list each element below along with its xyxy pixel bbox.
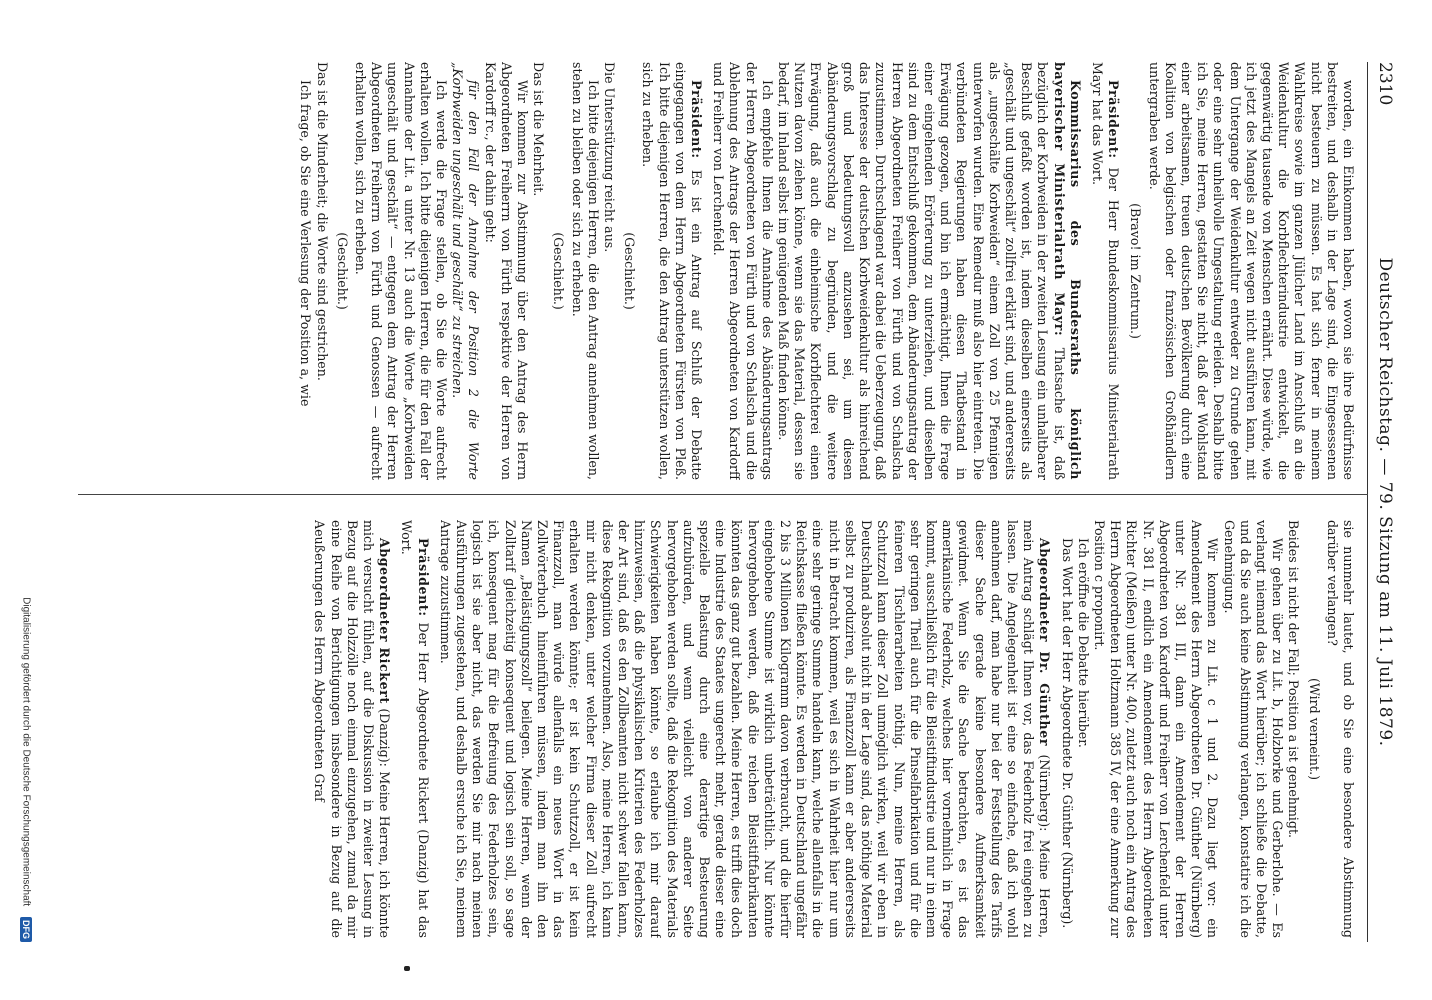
digitization-credit — [20, 62, 32, 942]
text-paragraph: Beides ist nicht der Fall; Position a ist genehmigt. — [1286, 520, 1302, 839]
speech-paragraph — [311, 520, 392, 938]
print-speck — [404, 966, 410, 971]
text-paragraph: Das Wort hat der Herr Abgeordnete Dr. Günther (Nürnberg). — [1059, 538, 1075, 929]
speech-paragraph — [639, 62, 704, 480]
speech-paragraph — [437, 520, 1053, 938]
text-paragraph: worden, ein Einkommen haben, wovon sie ihre Bedürfnisse bestreiten, und deshalb in der Lage sind, die Eingesessenen nicht besteuern zu müssen. Es hat sich ferner in meinem Wahlkreise sowie im ganzen Jülicher Land im Anschluß an die Weidenkultur die Korbflechterindustrie entwickelt, die gegenwärtig tausende von Menschen ernährt. Diese würde, wie ich jetzt des Mangels an Zeit wegen nicht ausführen kann, mit dem Untergange der Weidenkultur entweder zu Grunde gehen oder eine sehr unheilvolle Umgestaltung erleiden. Deshalb bitte ich Sie, meine Herren, gestatten Sie nicht, daß der Wohlstand einer arbeitsamen, treuen deutschen Bevölkerung durch eine Koalition von belgischen oder französischen Großhändlern untergraben werde. — [1146, 62, 1356, 480]
running-title: Deutscher Reichstag. — 79. Sitzung am 11. Juli 1879. — [1375, 257, 1395, 747]
speech-paragraph — [1089, 62, 1121, 480]
quoted-motion: für den Fall der Annahme der Position 2 die Worte „Korbweiden ungeschält und geschält“ zu streichen. — [450, 62, 482, 480]
text-paragraph: Das ist die Mehrheit. — [531, 62, 547, 197]
left-column — [86, 62, 1356, 480]
speaker-name: Abgeordneter Rickert — [377, 538, 393, 704]
text-paragraph: Wir kommen zu Lit. c 1 und 2. Dazu liegt vor: ein Amendement des Herrn Abgeordneten Dr. Günther (Nürnberg) unter Nr. 381 III, dann ein Amendement der Herren Abgeordneten von Kardorff und Freiherr von Lerchenfeld unter Nr. 381 II, endlich ein Amendement des Herrn Abgeordneten Richter (Meißen) unter Nr. 400, zuletzt auch noch ein Antrag des Herrn Abgeordneten Holtzmann 385 IV, der eine Anmerkung zur Position c proponirt. — [1091, 520, 1221, 938]
speech-text: (Danzig): Meine Herren, ich könnte mich versucht fühlen, auf die Diskussion in zweiter Lesung in Bezug auf die Holzzölle noch einmal einzugehen, zumal da mir eine Reihe von Berichtigungen insbesondere in Bezug auf die Aeußerungen des Herrn Abgeordneten Graf — [312, 520, 393, 938]
text-paragraph: Wir kommen zur Abstimmung über den Antrag des Herrn Abgeordneten Freiherrn von Fürth respektive der Herren von Kardorff rc., der dahin geht: — [482, 62, 531, 480]
stage-direction: (Geschieht.) — [551, 232, 567, 310]
text-paragraph: sie nunmehr lautet, und ob Sie eine besondere Abstimmung darüber verlangen? — [1324, 520, 1356, 938]
right-column — [86, 520, 1356, 938]
speaker-name: Abgeordneter Dr. Günther — [1037, 538, 1053, 747]
speech-text: Der Herr Bundeskommissarius Ministerialrath Mayr hat das Wort. — [1089, 62, 1122, 480]
column-divider — [78, 494, 1368, 495]
speech-paragraph — [775, 62, 1083, 480]
dfg-logo-icon: DFG — [20, 917, 32, 942]
speaker-name: Präsident: — [415, 538, 431, 617]
speech-text: Der Herr Abgeordnete Rickert (Danzig) hat das Wort. — [399, 520, 431, 938]
speaker-name: Präsident: — [689, 80, 705, 159]
stage-direction: (Bravo! im Zentrum.) — [1128, 203, 1144, 339]
text-paragraph: Das ist die Minderheit; die Worte sind gestrichen. — [314, 62, 330, 381]
speech-text: (Nürnberg): Meine Herren, mein Antrag schlägt Ihnen vor, das Federholz frei eingehen zu lassen. Die Angelegenheit ist eine so einfache, daß ich wohl annehmen darf, man habe nur bei der Feststellung des Tarifs dieser Sache gerade keine besondere Aufmerksamkeit gewidmet. Wenn Sie die Sache betrachten, es ist das amerikanische Federholz, welches hier vornehmlich in Frage kommt, ausschließlich für die Bleistiftindustrie und nur in einem sehr geringen Theil auch für die Pinselfabrikation und für die feineren Tischlerarbeiten nöthig. Nun, meine Herren, als Schutzzoll kann dieser Zoll unmöglich wirken, weil wir eben in Deutschland absolut nicht in der Lage sind, das nöthige Material selbst zu produziren, als Finanzzoll kann er aber andererseits nicht in Betracht kommen, weil es sich in Wahrheit hier nur um eine sehr geringe Summe handeln kann, welche allenfalls in die Reichskasse fließen könnte. Es werden in Deutschland ungefähr 2 bis 3 Millionen Kilogramm davon verbraucht, und die hierfür eingehobene Summe ist wirklich unbeträchtlich. Nur könnte hervorgehoben werden, daß die reichen Bleistiftfabrikanten könnten das ganz gut bezahlen. Meine Herren, es trifft dies doch eine Industrie des Staates ungerecht mehr, gerade dieser eine spezielle Belastung durch eine derartige Besteuerung aufzubürden, und wenn vielleicht von anderer Seite hervorgehoben werden sollte, daß die Rekognition des Materials Schwierigkeiten haben könnte, so erlaube ich mir darauf hinzuweisen, daß die physikalischen Kriterien des Federholzes der Art sind, daß es den Zollbeamten nicht schwer fallen kann, diese Rekognition vorzunehmen. Also, meine Herren, ich kann mir nicht denken, unter welcher Firma dieser Zoll aufrecht erhalten werden könnte; er ist kein Schutzzoll, er ist kein Finanzzoll, man würde allenfalls ein neues Wort in das Zollwörterbuch hineinführen müssen, indem man ihn den Namen „Belästigungszoll“ beilegen. Meine Herren, wenn der Zolltarif gleichzeitig konsequent und logisch sein soll, so sage ich, konsequent mag für die Befreiung des Federholzes sein, logisch ist sie aber nicht, das werden Sie mir nach meinen Ausführungen zugestehen, und deshalb ersuche ich Sie, meinem Antrage zuzustimmen. — [437, 520, 1053, 938]
text-paragraph: Ich frage, ob Sie eine Verlesung der Position a, wie — [298, 80, 314, 407]
text-paragraph: Ich bitte diejenigen Herren, die den Antrag annehmen wollen, stehen zu bleiben oder sich zu erheben. — [569, 62, 601, 480]
speech-text: Es ist ein Antrag auf Schluß der Debatte eingegangen von dem Herrn Abgeordneten Fürsten von Pleß. Ich bitte diejenigen Herren, die den Antrag unterstützen wollen, sich zu erheben. — [640, 62, 705, 480]
header-rule — [1367, 62, 1368, 942]
credit-text: Digitalisierung gefördert durch die Deutsche Forschungsgemeinschaft — [20, 597, 32, 907]
stage-direction: (Geschieht.) — [334, 232, 350, 310]
page-number: 2310 — [1375, 62, 1395, 106]
stage-direction: (Geschieht.) — [622, 232, 638, 310]
speech-text: Thatsache ist, daß bezüglich der Korbweiden in der zweiten Lesung ein unhaltbarer Beschluß gefaßt worden ist, indem dieselben einerseits als „geschält und ungeschält“ zollfrei erklärt sind, und andererseits als „ungeschälte Korbweiden“ einem Zoll von 25 Pfennigen unterworfen wurden. Eine Remedur muß also hier eintreten. Die verbündeten Regierungen haben diesen Thatbestand in Erwägung gezogen, und bin ich ermächtigt, Ihnen die Frage einer eingehenden Erörterung zu unterziehen, und dieselben sind zu dem Entschluß gekommen, dem Abänderungsantrag der Herren Abgeordneten Freiherr von Fürth und von Schalscha zuzustimmen. Durchschlagend war dabei die Ueberzeugung, daß das Interesse der deutschen Korbweidenkultur als hinreichend groß und bedeutungsvoll anzusehen sei, um diesen Abänderungsvorschlag zu begründen, und die weitere Erwägung, daß auch die einheimische Korbflechterei einen Nutzen davon ziehen könne, wenn sie das Material, dessen sie bedarf, im Inland selbst im genügenden Maß finden könne. — [776, 62, 1067, 480]
speaker-name: Präsident: — [1106, 80, 1122, 159]
page-header — [1370, 62, 1400, 942]
speaker-name: Kommissarius des Bundesraths königlich bayerischer Ministerialrath Mayr: — [1051, 62, 1083, 480]
text-paragraph: Ich eröffne die Debatte hierüber. — [1075, 538, 1091, 748]
speech-paragraph — [398, 520, 430, 938]
stage-direction: (Wird verneint.) — [1306, 677, 1322, 781]
text-paragraph: Die Unterstützung reicht aus. — [602, 62, 618, 253]
text-paragraph: Ich empfehle Ihnen die Annahme des Abänderungsantrags der Herren Abgeordneten von Fürth und von Schalscha und die Ablehnung des Antrags der Herren Abgeordneten von Kardorff und Freiherr von Lerchenfeld. — [711, 62, 775, 480]
text-paragraph: Ich werde die Frage stellen, ob Sie die Worte aufrecht erhalten wollen. Ich bitte diejenigen Herren, die für den Fall der Annahme der Lit. a unter Nr. 13 auch die Worte „Korbweiden ungeschält und geschält“ — entgegen dem Antrag der Herren Abgeordneten Freiherrn von Fürth und Genossen — aufrecht erhalten wollen, sich zu erheben. — [353, 62, 450, 480]
text-paragraph: Wir gehen über zu Lit. b, Holzborke und Gerberlohe. — Es verlangt niemand das Wort hierüber; ich schließe die Debatte, und da Sie auch keine Abstimmung verlangen, konstatire ich die Genehmigung. — [1221, 520, 1286, 938]
